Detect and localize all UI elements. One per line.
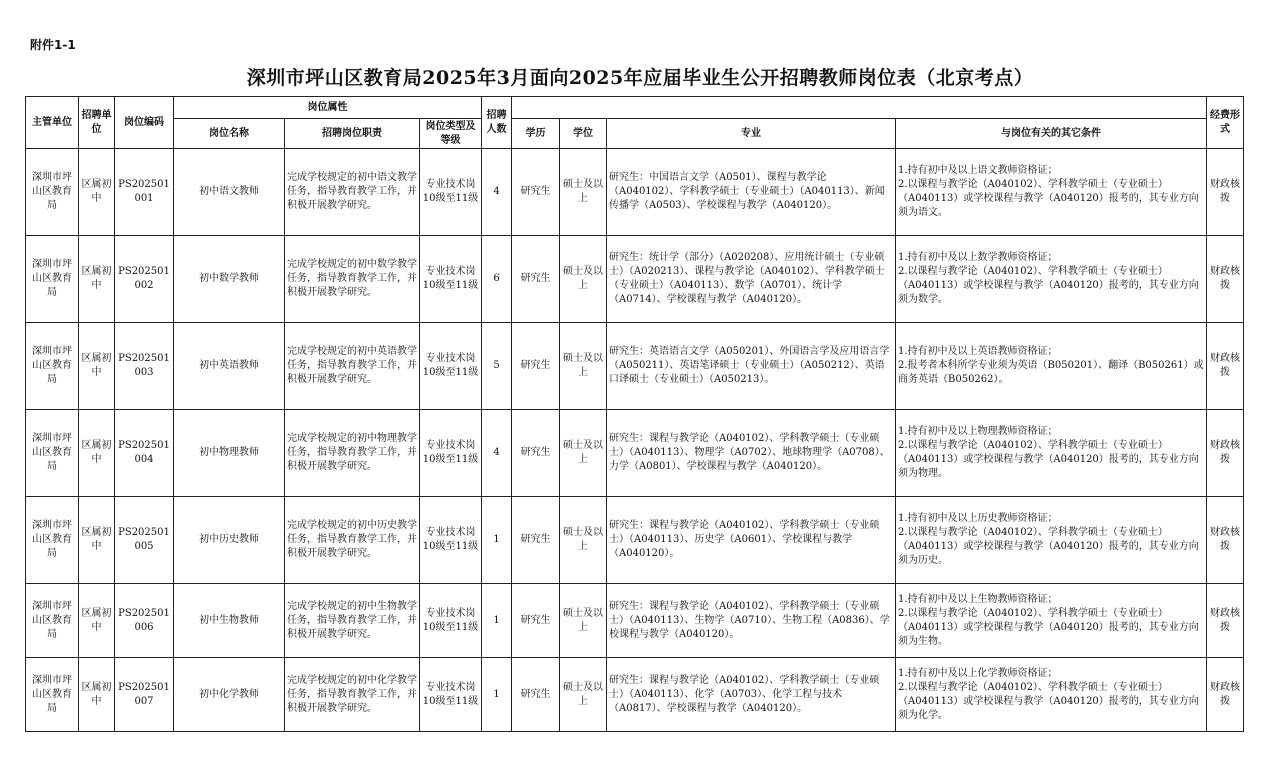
cell-major: 研究生：英语语言文学（A050201）、外国语言学及应用语言学（A050211）、英语笔译硕士（专业硕士）（A050212）、英语口译硕士（专业硕士）（A050213）。 (607, 323, 896, 410)
cell-code: PS202501002 (115, 236, 174, 323)
page-title: 深圳市坪山区教育局2025年3月面向2025年应届毕业生公开招聘教师岗位表（北京考点） (246, 67, 1034, 89)
header-employer: 主管单位 (26, 97, 79, 149)
header-position-name: 岗位名称 (174, 119, 285, 149)
cell-employer: 深圳市坪山区教育局 (26, 149, 79, 236)
cell-position-name: 初中语文教师 (174, 149, 285, 236)
header-other-conditions: 与岗位有关的其它条件 (896, 119, 1207, 149)
cell-position-name: 初中英语教师 (174, 323, 285, 410)
cell-conditions: 1.持有初中及以上物理教师资格证； 2.以课程与教学论（A040102）、学科教学硕士（专业硕士）（A040113）或学校课程与教学（A040120）报考的，其专业方向须为物理。 (896, 410, 1207, 497)
cell-funding: 财政核拨 (1207, 323, 1244, 410)
cell-employer: 深圳市坪山区教育局 (26, 497, 79, 584)
header-degree: 学位 (560, 119, 607, 149)
cell-headcount: 5 (482, 323, 512, 410)
cell-duties: 完成学校规定的初中数学教学任务，指导教育教学工作，并积极开展教学研究。 (285, 236, 420, 323)
cell-position-name: 初中物理教师 (174, 410, 285, 497)
cell-headcount: 4 (482, 149, 512, 236)
cell-degree: 硕士及以上 (560, 658, 607, 732)
cell-position-name: 初中生物教师 (174, 584, 285, 658)
cell-funding: 财政核拨 (1207, 497, 1244, 584)
header-funding: 经费形式 (1207, 97, 1244, 149)
cell-major: 研究生：课程与教学论（A040102）、学科教学硕士（专业硕士）（A040113）、物理学（A0702）、地球物理学（A0708）、力学（A0801）、学校课程与教学（A040120）。 (607, 410, 896, 497)
cell-unit: 区属初中 (79, 410, 115, 497)
cell-major: 研究生：课程与教学论（A040102）、学科教学硕士（专业硕士）（A040113）、历史学（A0601）、学校课程与教学（A040120）。 (607, 497, 896, 584)
header-position-attributes: 岗位属性 (174, 97, 482, 119)
cell-education: 研究生 (512, 236, 560, 323)
cell-employer: 深圳市坪山区教育局 (26, 410, 79, 497)
cell-duties: 完成学校规定的初中历史教学任务，指导教育教学工作，并积极开展教学研究。 (285, 497, 420, 584)
cell-education: 研究生 (512, 584, 560, 658)
cell-code: PS202501004 (115, 410, 174, 497)
cell-headcount: 4 (482, 410, 512, 497)
cell-funding: 财政核拨 (1207, 658, 1244, 732)
cell-education: 研究生 (512, 658, 560, 732)
cell-unit: 区属初中 (79, 323, 115, 410)
cell-unit: 区属初中 (79, 497, 115, 584)
header-requirements-blank (512, 97, 1207, 119)
cell-conditions: 1.持有初中及以上英语教师资格证； 2.报考者本科所学专业须为英语（B050201）、翻译（B050261）或商务英语（B050262）。 (896, 323, 1207, 410)
cell-major: 研究生：中国语言文学（A0501）、课程与教学论（A040102）、学科教学硕士（专业硕士）（A040113）、新闻传播学（A0503）、学校课程与教学（A040120）。 (607, 149, 896, 236)
cell-position-type: 专业技术岗10级至11级 (420, 323, 482, 410)
header-recruiting-unit: 招聘单位 (79, 97, 115, 149)
cell-unit: 区属初中 (79, 236, 115, 323)
header-row-2 (26, 119, 1244, 149)
cell-major: 研究生：统计学（部分）（A020208）、应用统计硕士（专业硕士）（A020213）、课程与教学论（A040102）、学科教学硕士（专业硕士）（A040113）、数学（A0701）、统计学（A0714）、学校课程与教学（A040120）。 (607, 236, 896, 323)
cell-conditions: 1.持有初中及以上化学教师资格证； 2.以课程与教学论（A040102）、学科教学硕士（专业硕士）（A040113）或学校课程与教学（A040120）报考的，其专业方向须为化学。 (896, 658, 1207, 732)
cell-position-type: 专业技术岗10级至11级 (420, 584, 482, 658)
header-row-1 (26, 97, 1244, 119)
cell-unit: 区属初中 (79, 149, 115, 236)
cell-code: PS202501006 (115, 584, 174, 658)
cell-employer: 深圳市坪山区教育局 (26, 584, 79, 658)
cell-degree: 硕士及以上 (560, 584, 607, 658)
header-headcount: 招聘人数 (482, 97, 512, 149)
cell-degree: 硕士及以上 (560, 323, 607, 410)
cell-duties: 完成学校规定的初中物理教学任务，指导教育教学工作，并积极开展教学研究。 (285, 410, 420, 497)
cell-headcount: 1 (482, 658, 512, 732)
table-row (26, 658, 1244, 732)
header-position-type: 岗位类型及等级 (420, 119, 482, 149)
cell-funding: 财政核拨 (1207, 149, 1244, 236)
cell-position-type: 专业技术岗10级至11级 (420, 658, 482, 732)
cell-headcount: 1 (482, 584, 512, 658)
header-duties: 招聘岗位职责 (285, 119, 420, 149)
cell-duties: 完成学校规定的初中语文教学任务，指导教育教学工作，并积极开展教学研究。 (285, 149, 420, 236)
table-row (26, 149, 1244, 236)
table-row (26, 236, 1244, 323)
header-major: 专业 (607, 119, 896, 149)
cell-degree: 硕士及以上 (560, 236, 607, 323)
cell-position-type: 专业技术岗10级至11级 (420, 236, 482, 323)
cell-headcount: 6 (482, 236, 512, 323)
cell-headcount: 1 (482, 497, 512, 584)
cell-duties: 完成学校规定的初中生物教学任务，指导教育教学工作，并积极开展教学研究。 (285, 584, 420, 658)
cell-duties: 完成学校规定的初中化学教学任务，指导教育教学工作，并积极开展教学研究。 (285, 658, 420, 732)
table-row (26, 584, 1244, 658)
cell-funding: 财政核拨 (1207, 236, 1244, 323)
header-education: 学历 (512, 119, 560, 149)
cell-position-name: 初中化学教师 (174, 658, 285, 732)
cell-employer: 深圳市坪山区教育局 (26, 323, 79, 410)
cell-position-type: 专业技术岗10级至11级 (420, 497, 482, 584)
cell-code: PS202501007 (115, 658, 174, 732)
table-row (26, 410, 1244, 497)
cell-code: PS202501005 (115, 497, 174, 584)
cell-conditions: 1.持有初中及以上生物教师资格证； 2.以课程与教学论（A040102）、学科教学硕士（专业硕士）（A040113）或学校课程与教学（A040120）报考的，其专业方向须为生物。 (896, 584, 1207, 658)
cell-funding: 财政核拨 (1207, 584, 1244, 658)
cell-conditions: 1.持有初中及以上数学教师资格证； 2.以课程与教学论（A040102）、学科教学硕士（专业硕士）（A040113）或学校课程与教学（A040120）报考的，其专业方向须为数学。 (896, 236, 1207, 323)
cell-conditions: 1.持有初中及以上语文教师资格证； 2.以课程与教学论（A040102）、学科教学硕士（专业硕士）（A040113）或学校课程与教学（A040120）报考的，其专业方向须为语文。 (896, 149, 1207, 236)
cell-duties: 完成学校规定的初中英语教学任务，指导教育教学工作，并积极开展教学研究。 (285, 323, 420, 410)
recruitment-table (25, 96, 1244, 732)
cell-major: 研究生：课程与教学论（A040102）、学科教学硕士（专业硕士）（A040113）、化学（A0703）、化学工程与技术（A0817）、学校课程与教学（A040120）。 (607, 658, 896, 732)
cell-unit: 区属初中 (79, 658, 115, 732)
cell-education: 研究生 (512, 149, 560, 236)
header-position-code: 岗位编码 (115, 97, 174, 149)
cell-education: 研究生 (512, 410, 560, 497)
cell-degree: 硕士及以上 (560, 149, 607, 236)
cell-unit: 区属初中 (79, 584, 115, 658)
cell-degree: 硕士及以上 (560, 410, 607, 497)
cell-funding: 财政核拨 (1207, 410, 1244, 497)
cell-code: PS202501003 (115, 323, 174, 410)
annex-label: 附件1-1 (30, 38, 76, 52)
cell-position-type: 专业技术岗10级至11级 (420, 149, 482, 236)
cell-employer: 深圳市坪山区教育局 (26, 658, 79, 732)
cell-major: 研究生：课程与教学论（A040102）、学科教学硕士（专业硕士）（A040113）、生物学（A0710）、生物工程（A0836）、学校课程与教学（A040120）。 (607, 584, 896, 658)
table-row (26, 323, 1244, 410)
cell-degree: 硕士及以上 (560, 497, 607, 584)
cell-position-type: 专业技术岗10级至11级 (420, 410, 482, 497)
cell-position-name: 初中数学教师 (174, 236, 285, 323)
cell-education: 研究生 (512, 497, 560, 584)
cell-position-name: 初中历史教师 (174, 497, 285, 584)
cell-conditions: 1.持有初中及以上历史教师资格证； 2.以课程与教学论（A040102）、学科教学硕士（专业硕士）（A040113）或学校课程与教学（A040120）报考的，其专业方向须为历史。 (896, 497, 1207, 584)
cell-code: PS202501001 (115, 149, 174, 236)
cell-employer: 深圳市坪山区教育局 (26, 236, 79, 323)
cell-education: 研究生 (512, 323, 560, 410)
table-row (26, 497, 1244, 584)
